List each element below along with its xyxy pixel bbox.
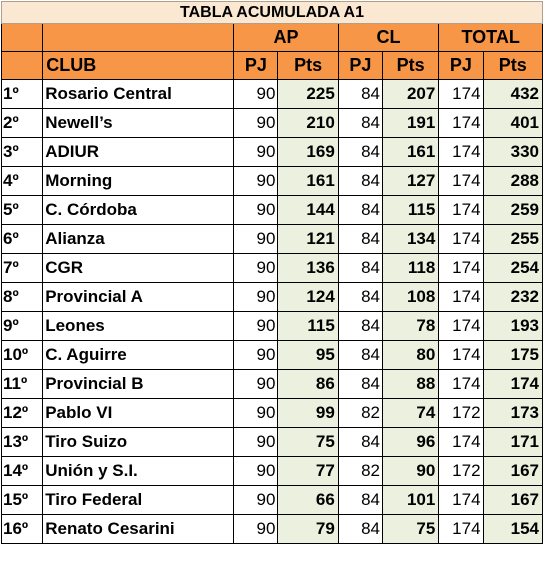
club-name-cell: Provincial B bbox=[43, 370, 234, 399]
position-cell: 15º bbox=[2, 486, 43, 515]
total-pts-cell: 173 bbox=[483, 399, 542, 428]
column-header-cl-pj: PJ bbox=[338, 52, 382, 80]
table-row bbox=[2, 167, 543, 196]
cl-pj-cell: 84 bbox=[338, 312, 382, 341]
column-header-ap-pts: Pts bbox=[278, 52, 338, 80]
header-blank-pos bbox=[2, 24, 43, 52]
total-pj-cell: 174 bbox=[439, 80, 483, 109]
group-header-total: TOTAL bbox=[439, 24, 543, 52]
ap-pts-cell: 210 bbox=[278, 109, 338, 138]
table-row bbox=[2, 312, 543, 341]
table-row bbox=[2, 515, 543, 544]
position-cell: 7º bbox=[2, 254, 43, 283]
club-name-cell: C. Aguirre bbox=[43, 341, 234, 370]
club-name-cell: Alianza bbox=[43, 225, 234, 254]
ap-pts-cell: 99 bbox=[278, 399, 338, 428]
table-row bbox=[2, 370, 543, 399]
total-pts-cell: 288 bbox=[483, 167, 542, 196]
ap-pts-cell: 77 bbox=[278, 457, 338, 486]
cl-pj-cell: 84 bbox=[338, 283, 382, 312]
total-pj-cell: 174 bbox=[439, 312, 483, 341]
ap-pts-cell: 79 bbox=[278, 515, 338, 544]
club-name-cell: Newell’s bbox=[43, 109, 234, 138]
ap-pts-cell: 124 bbox=[278, 283, 338, 312]
ap-pj-cell: 90 bbox=[234, 428, 278, 457]
total-pts-cell: 254 bbox=[483, 254, 542, 283]
cl-pts-cell: 78 bbox=[383, 312, 439, 341]
total-pj-cell: 174 bbox=[439, 370, 483, 399]
ap-pj-cell: 90 bbox=[234, 138, 278, 167]
total-pj-cell: 174 bbox=[439, 254, 483, 283]
table-row bbox=[2, 457, 543, 486]
ap-pj-cell: 90 bbox=[234, 80, 278, 109]
position-cell: 9º bbox=[2, 312, 43, 341]
group-header-ap: AP bbox=[234, 24, 339, 52]
cl-pj-cell: 84 bbox=[338, 428, 382, 457]
ap-pts-cell: 95 bbox=[278, 341, 338, 370]
position-cell: 3º bbox=[2, 138, 43, 167]
column-header-total-pj: PJ bbox=[439, 52, 483, 80]
ap-pj-cell: 90 bbox=[234, 515, 278, 544]
column-header-row bbox=[2, 52, 543, 80]
total-pj-cell: 174 bbox=[439, 196, 483, 225]
total-pts-cell: 255 bbox=[483, 225, 542, 254]
column-header-total-pts: Pts bbox=[483, 52, 542, 80]
column-header-ap-pj: PJ bbox=[234, 52, 278, 80]
total-pj-cell: 174 bbox=[439, 138, 483, 167]
ap-pj-cell: 90 bbox=[234, 283, 278, 312]
ap-pj-cell: 90 bbox=[234, 109, 278, 138]
ap-pj-cell: 90 bbox=[234, 486, 278, 515]
club-name-cell: Pablo VI bbox=[43, 399, 234, 428]
cl-pts-cell: 88 bbox=[383, 370, 439, 399]
position-cell: 14º bbox=[2, 457, 43, 486]
position-cell: 2º bbox=[2, 109, 43, 138]
total-pj-cell: 174 bbox=[439, 283, 483, 312]
total-pj-cell: 172 bbox=[439, 399, 483, 428]
ap-pts-cell: 121 bbox=[278, 225, 338, 254]
ap-pj-cell: 90 bbox=[234, 167, 278, 196]
total-pts-cell: 432 bbox=[483, 80, 542, 109]
total-pj-cell: 174 bbox=[439, 341, 483, 370]
header-blank-pos-2 bbox=[2, 52, 43, 80]
table-row bbox=[2, 80, 543, 109]
table-row bbox=[2, 109, 543, 138]
club-name-cell: Provincial A bbox=[43, 283, 234, 312]
cl-pj-cell: 84 bbox=[338, 138, 382, 167]
total-pts-cell: 401 bbox=[483, 109, 542, 138]
header-blank-club bbox=[43, 24, 234, 52]
table-row bbox=[2, 196, 543, 225]
position-cell: 5º bbox=[2, 196, 43, 225]
ap-pts-cell: 161 bbox=[278, 167, 338, 196]
group-header-row bbox=[2, 24, 543, 52]
ap-pts-cell: 66 bbox=[278, 486, 338, 515]
table-row bbox=[2, 486, 543, 515]
ap-pts-cell: 169 bbox=[278, 138, 338, 167]
group-header-cl: CL bbox=[338, 24, 439, 52]
table-row bbox=[2, 428, 543, 457]
club-name-cell: Leones bbox=[43, 312, 234, 341]
standings-table bbox=[1, 1, 543, 544]
table-row bbox=[2, 254, 543, 283]
table-title: TABLA ACUMULADA A1 bbox=[2, 2, 543, 24]
cl-pts-cell: 115 bbox=[383, 196, 439, 225]
position-cell: 16º bbox=[2, 515, 43, 544]
ap-pj-cell: 90 bbox=[234, 370, 278, 399]
position-cell: 4º bbox=[2, 167, 43, 196]
cl-pts-cell: 108 bbox=[383, 283, 439, 312]
total-pts-cell: 259 bbox=[483, 196, 542, 225]
table-row bbox=[2, 138, 543, 167]
table-row bbox=[2, 341, 543, 370]
title-row bbox=[2, 2, 543, 24]
cl-pj-cell: 84 bbox=[338, 109, 382, 138]
cl-pts-cell: 191 bbox=[383, 109, 439, 138]
club-name-cell: Tiro Suizo bbox=[43, 428, 234, 457]
total-pts-cell: 174 bbox=[483, 370, 542, 399]
total-pj-cell: 174 bbox=[439, 486, 483, 515]
club-name-cell: ADIUR bbox=[43, 138, 234, 167]
total-pj-cell: 174 bbox=[439, 225, 483, 254]
ap-pj-cell: 90 bbox=[234, 196, 278, 225]
ap-pj-cell: 90 bbox=[234, 225, 278, 254]
position-cell: 11º bbox=[2, 370, 43, 399]
cl-pts-cell: 101 bbox=[383, 486, 439, 515]
position-cell: 8º bbox=[2, 283, 43, 312]
cl-pj-cell: 84 bbox=[338, 196, 382, 225]
ap-pts-cell: 225 bbox=[278, 80, 338, 109]
total-pj-cell: 174 bbox=[439, 167, 483, 196]
ap-pts-cell: 144 bbox=[278, 196, 338, 225]
position-cell: 1º bbox=[2, 80, 43, 109]
total-pts-cell: 154 bbox=[483, 515, 542, 544]
club-name-cell: C. Córdoba bbox=[43, 196, 234, 225]
club-name-cell: Renato Cesarini bbox=[43, 515, 234, 544]
cl-pts-cell: 80 bbox=[383, 341, 439, 370]
ap-pj-cell: 90 bbox=[234, 254, 278, 283]
table-row bbox=[2, 225, 543, 254]
total-pts-cell: 171 bbox=[483, 428, 542, 457]
club-name-cell: Tiro Federal bbox=[43, 486, 234, 515]
cl-pj-cell: 84 bbox=[338, 80, 382, 109]
cl-pj-cell: 82 bbox=[338, 399, 382, 428]
column-header-club: CLUB bbox=[43, 52, 234, 80]
cl-pj-cell: 84 bbox=[338, 515, 382, 544]
cl-pj-cell: 82 bbox=[338, 457, 382, 486]
cl-pts-cell: 134 bbox=[383, 225, 439, 254]
ap-pts-cell: 136 bbox=[278, 254, 338, 283]
position-cell: 12º bbox=[2, 399, 43, 428]
position-cell: 13º bbox=[2, 428, 43, 457]
cl-pts-cell: 207 bbox=[383, 80, 439, 109]
club-name-cell: CGR bbox=[43, 254, 234, 283]
club-name-cell: Rosario Central bbox=[43, 80, 234, 109]
cl-pj-cell: 84 bbox=[338, 486, 382, 515]
total-pj-cell: 174 bbox=[439, 428, 483, 457]
cl-pts-cell: 74 bbox=[383, 399, 439, 428]
cl-pj-cell: 84 bbox=[338, 167, 382, 196]
total-pts-cell: 167 bbox=[483, 457, 542, 486]
total-pts-cell: 167 bbox=[483, 486, 542, 515]
column-header-cl-pts: Pts bbox=[383, 52, 439, 80]
total-pj-cell: 174 bbox=[439, 515, 483, 544]
position-cell: 10º bbox=[2, 341, 43, 370]
total-pj-cell: 172 bbox=[439, 457, 483, 486]
ap-pts-cell: 75 bbox=[278, 428, 338, 457]
position-cell: 6º bbox=[2, 225, 43, 254]
total-pts-cell: 232 bbox=[483, 283, 542, 312]
total-pts-cell: 175 bbox=[483, 341, 542, 370]
ap-pts-cell: 115 bbox=[278, 312, 338, 341]
cl-pj-cell: 84 bbox=[338, 341, 382, 370]
ap-pts-cell: 86 bbox=[278, 370, 338, 399]
cl-pts-cell: 96 bbox=[383, 428, 439, 457]
ap-pj-cell: 90 bbox=[234, 341, 278, 370]
cl-pj-cell: 84 bbox=[338, 254, 382, 283]
total-pj-cell: 174 bbox=[439, 109, 483, 138]
cl-pj-cell: 84 bbox=[338, 370, 382, 399]
cl-pts-cell: 75 bbox=[383, 515, 439, 544]
cl-pts-cell: 90 bbox=[383, 457, 439, 486]
club-name-cell: Unión y S.I. bbox=[43, 457, 234, 486]
cl-pts-cell: 161 bbox=[383, 138, 439, 167]
table-row bbox=[2, 283, 543, 312]
ap-pj-cell: 90 bbox=[234, 312, 278, 341]
total-pts-cell: 330 bbox=[483, 138, 542, 167]
ap-pj-cell: 90 bbox=[234, 399, 278, 428]
total-pts-cell: 193 bbox=[483, 312, 542, 341]
cl-pts-cell: 127 bbox=[383, 167, 439, 196]
table-row bbox=[2, 399, 543, 428]
ap-pj-cell: 90 bbox=[234, 457, 278, 486]
cl-pts-cell: 118 bbox=[383, 254, 439, 283]
cl-pj-cell: 84 bbox=[338, 225, 382, 254]
club-name-cell: Morning bbox=[43, 167, 234, 196]
